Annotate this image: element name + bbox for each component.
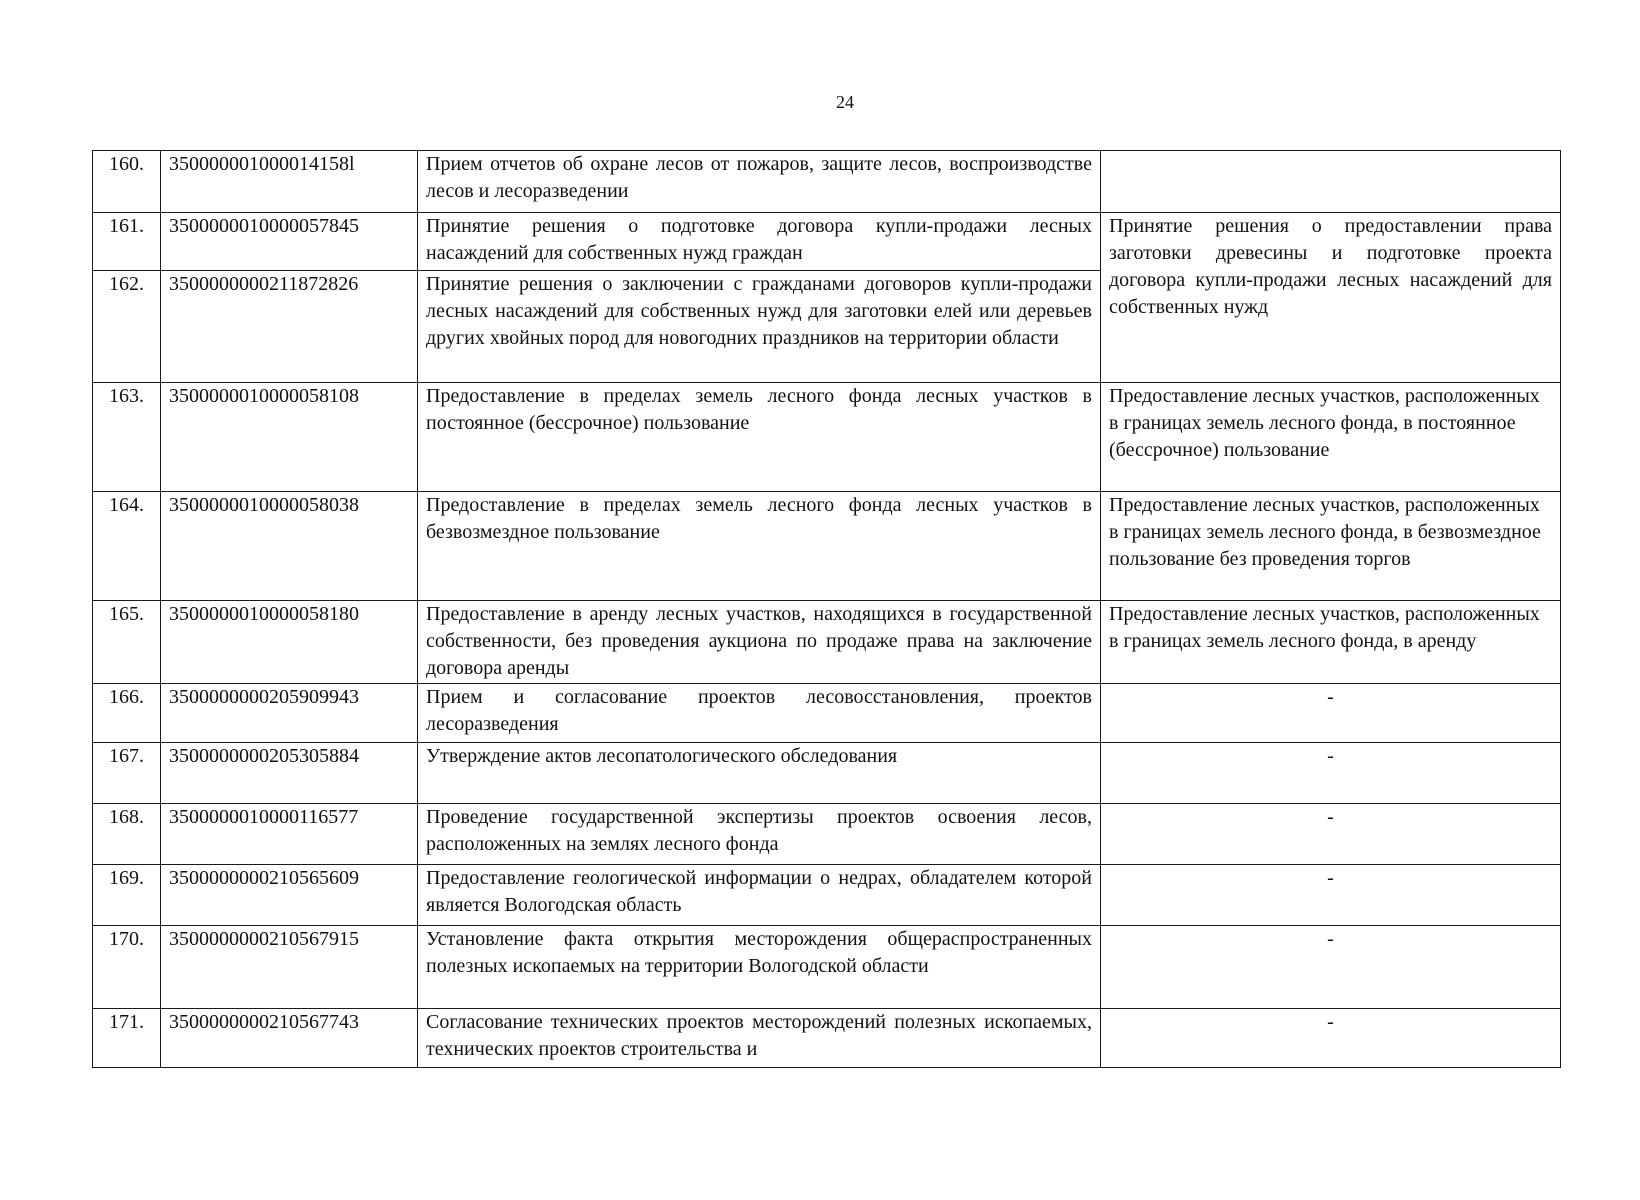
service-name: Предоставление в аренду лесных участков, находящихся в государственной собственности, без проведения аукциона по продаже права на заключение договора аренды: [418, 601, 1101, 684]
service-name: Предоставление в пределах земель лесного фонда лесных участков в безвозмездное пользование: [418, 492, 1101, 601]
table-row: [93, 743, 1561, 804]
related-service: -: [1101, 865, 1561, 926]
service-code: 3500000000205909943: [161, 684, 418, 743]
service-name: Предоставление геологической информации о недрах, обладателем которой является Вологодская область: [418, 865, 1101, 926]
service-code: 3500000010000058038: [161, 492, 418, 601]
row-number: 165.: [93, 601, 161, 684]
row-number: 167.: [93, 743, 161, 804]
service-name: Проведение государственной экспертизы проектов освоения лесов, расположенных на землях лесного фонда: [418, 804, 1101, 865]
related-service: -: [1101, 804, 1561, 865]
table-row: [93, 926, 1561, 1009]
service-code: 3500000000210567743: [161, 1009, 418, 1068]
service-code: 3500000000211872826: [161, 271, 418, 383]
service-name: Согласование технических проектов месторождений полезных ископаемых, технических проектов строительства и: [418, 1009, 1101, 1068]
row-number: 169.: [93, 865, 161, 926]
table-row: [93, 492, 1561, 601]
table-row: [93, 213, 1561, 271]
row-number: 170.: [93, 926, 161, 1009]
row-number: 168.: [93, 804, 161, 865]
row-number: 171.: [93, 1009, 161, 1068]
service-name: Принятие решения о заключении с гражданами договоров купли-продажи лесных насаждений для собственных нужд для заготовки елей или деревьев других хвойных пород для новогодних праздников на территории области: [418, 271, 1101, 383]
related-service: -: [1101, 684, 1561, 743]
row-number: 162.: [93, 271, 161, 383]
service-name: Принятие решения о подготовке договора купли-продажи лесных насаждений для собственных нужд граждан: [418, 213, 1101, 271]
table-row: [93, 804, 1561, 865]
service-code: 3500000000205305884: [161, 743, 418, 804]
table-row: [93, 601, 1561, 684]
service-code: 3500000000210565609: [161, 865, 418, 926]
service-code: 3500000010000058180: [161, 601, 418, 684]
service-code: 3500000010000058108: [161, 383, 418, 492]
related-service: -: [1101, 743, 1561, 804]
table-row: [93, 865, 1561, 926]
service-code: 3500000010000116577: [161, 804, 418, 865]
service-name: Утверждение актов лесопатологического обследования: [418, 743, 1101, 804]
services-table: [92, 150, 1561, 1068]
row-number: 160.: [93, 151, 161, 213]
service-name: Установление факта открытия месторождения общераспространенных полезных ископаемых на территории Вологодской области: [418, 926, 1101, 1009]
service-code: 3500000010000057845: [161, 213, 418, 271]
table-row: [93, 684, 1561, 743]
service-name: Прием отчетов об охране лесов от пожаров, защите лесов, воспроизводстве лесов и лесоразведении: [418, 151, 1101, 213]
row-number: 161.: [93, 213, 161, 271]
related-service: Принятие решения о предоставлении права заготовки древесины и подготовке проекта договора купли-продажи лесных насаждений для собственных нужд: [1101, 213, 1561, 383]
service-code: 350000001000014158l: [161, 151, 418, 213]
related-service: [1101, 151, 1561, 213]
related-service: Предоставление лесных участков, расположенных в границах земель лесного фонда, в аренду: [1101, 601, 1561, 684]
page-number: 24: [836, 92, 854, 112]
related-service: -: [1101, 926, 1561, 1009]
service-name: Предоставление в пределах земель лесного фонда лесных участков в постоянное (бессрочное) пользование: [418, 383, 1101, 492]
related-service: Предоставление лесных участков, расположенных в границах земель лесного фонда, в безвозмездное пользование без проведения торгов: [1101, 492, 1561, 601]
table-row: [93, 151, 1561, 213]
row-number: 163.: [93, 383, 161, 492]
row-number: 166.: [93, 684, 161, 743]
service-code: 3500000000210567915: [161, 926, 418, 1009]
row-number: 164.: [93, 492, 161, 601]
related-service: Предоставление лесных участков, расположенных в границах земель лесного фонда, в постоянное (бессрочное) пользование: [1101, 383, 1561, 492]
table-row: [93, 383, 1561, 492]
related-service: -: [1101, 1009, 1561, 1068]
table-row: [93, 1009, 1561, 1068]
service-name: Прием и согласование проектов лесовосстановления, проектов лесоразведения: [418, 684, 1101, 743]
